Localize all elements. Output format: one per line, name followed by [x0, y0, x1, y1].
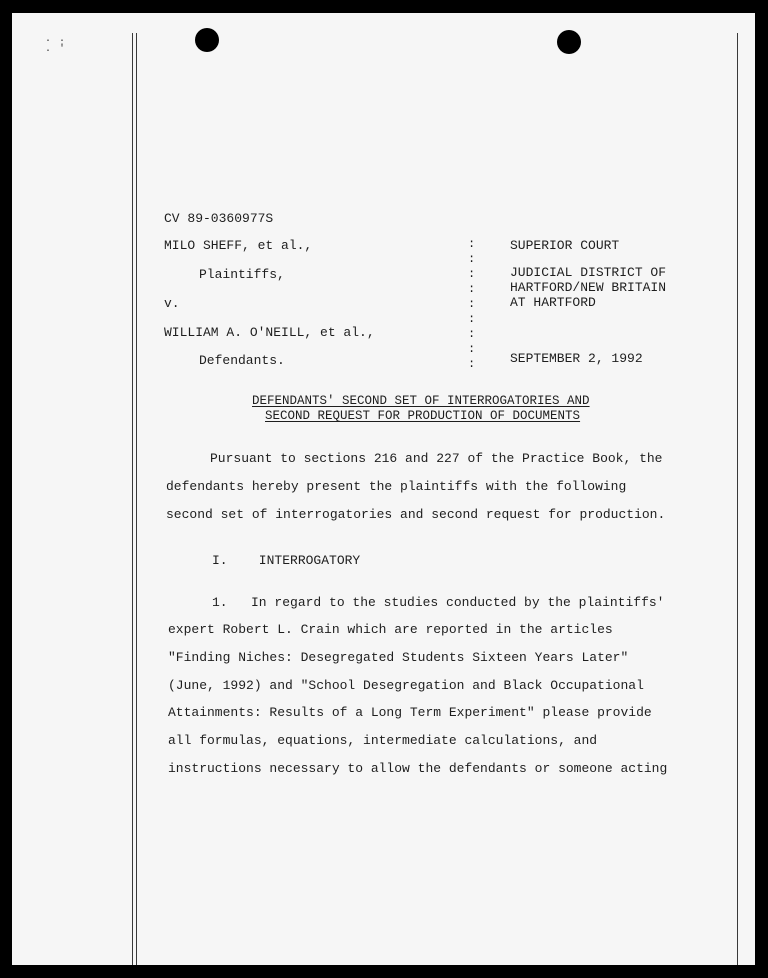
left-margin-rule — [132, 33, 133, 965]
court-name: SUPERIOR COURT — [510, 238, 620, 253]
defendant-role: Defendants. — [199, 353, 285, 368]
interrogatory-line: expert Robert L. Crain which are reported in the articles — [168, 622, 613, 637]
interrogatory-line: (June, 1992) and "School Desegregation and Black Occupational — [168, 678, 644, 693]
case-number: CV 89-0360977S — [164, 211, 274, 226]
left-margin-rule-inner — [136, 33, 137, 965]
intro-line: defendants hereby present the plaintiffs with the following — [166, 479, 627, 494]
margin-marks: . . . ' — [45, 34, 67, 55]
caption-colon: : — [468, 252, 476, 266]
document-page — [12, 13, 755, 965]
caption-colon: : — [468, 237, 476, 251]
interrogatory-line: instructions necessary to allow the defendants or someone acting — [168, 761, 668, 776]
interrogatory-line: Attainments: Results of a Long Term Experiment" please provide — [168, 705, 652, 720]
caption-colon: : — [468, 357, 476, 371]
caption-colon: : — [468, 342, 476, 356]
versus: v. — [164, 296, 180, 311]
caption-colon: : — [468, 327, 476, 341]
district-line-1: JUDICIAL DISTRICT OF — [510, 265, 667, 280]
caption-colon: : — [468, 312, 476, 326]
document-title-line-1: DEFENDANTS' SECOND SET OF INTERROGATORIES AND — [252, 394, 590, 408]
intro-line: second set of interrogatories and second request for production. — [166, 507, 666, 522]
caption-colon: : — [468, 297, 476, 311]
document-title-line-2: SECOND REQUEST FOR PRODUCTION OF DOCUMENTS — [265, 409, 581, 423]
plaintiff-name: MILO SHEFF, et al., — [164, 238, 313, 253]
caption-colon: : — [468, 282, 476, 296]
defendant-name: WILLIAM A. O'NEILL, et al., — [164, 325, 375, 340]
section-heading: I. INTERROGATORY — [212, 553, 361, 568]
punch-hole-left — [195, 28, 219, 52]
interrogatory-line: 1. In regard to the studies conducted by the plaintiffs' — [212, 595, 665, 610]
interrogatory-line: "Finding Niches: Desegregated Students Sixteen Years Later" — [168, 650, 629, 665]
interrogatory-line: all formulas, equations, intermediate calculations, and — [168, 733, 598, 748]
document-date: SEPTEMBER 2, 1992 — [510, 351, 643, 366]
district-line-2: HARTFORD/NEW BRITAIN — [510, 280, 667, 295]
caption-colon: : — [468, 267, 476, 281]
right-margin-rule — [737, 33, 738, 965]
plaintiff-role: Plaintiffs, — [199, 267, 285, 282]
intro-line: Pursuant to sections 216 and 227 of the Practice Book, the — [210, 451, 663, 466]
district-line-3: AT HARTFORD — [510, 295, 596, 310]
punch-hole-right — [557, 30, 581, 54]
